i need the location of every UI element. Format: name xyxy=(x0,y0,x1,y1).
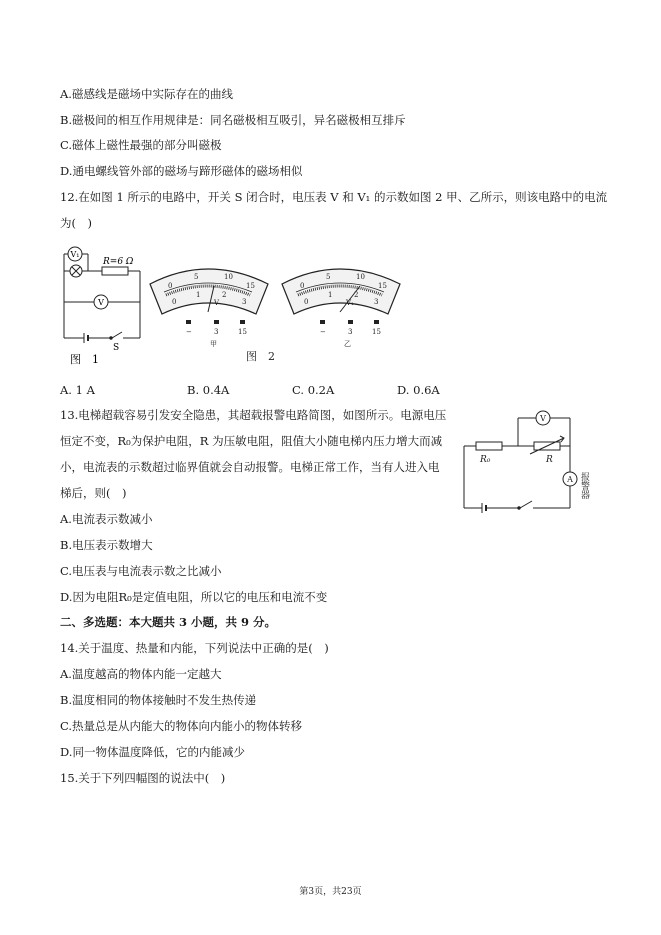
svg-text:V₁: V₁ xyxy=(346,299,354,307)
q13-alarm-circuit xyxy=(460,402,606,514)
q13-option-d: D.因为电阻R₀是定值电阻，所以它的电压和电流不变 xyxy=(60,590,328,604)
q12-figure2-meters xyxy=(148,262,408,362)
svg-text:0: 0 xyxy=(168,282,173,290)
q12-option-b: B. 0.4A xyxy=(187,383,230,397)
q13-a-label: A xyxy=(567,475,573,484)
figure1-caption: 图 1 xyxy=(70,353,99,366)
svg-text:0: 0 xyxy=(304,298,309,306)
q13-alarm-label: 报警器 xyxy=(579,472,589,499)
svg-text:3: 3 xyxy=(242,298,247,306)
q13-v-label: V xyxy=(540,414,546,423)
svg-text:2: 2 xyxy=(354,291,359,299)
v-meter-label: V xyxy=(98,298,104,307)
svg-text:−: − xyxy=(186,328,192,336)
q14-option-b: B.温度相同的物体接触时不发生热传递 xyxy=(60,693,257,707)
q14-option-a: A.温度越高的物体内能一定越大 xyxy=(60,667,222,681)
q11-option-a: A.磁感线是磁场中实际存在的曲线 xyxy=(60,87,233,101)
q11-option-b: B.磁极间的相互作用规律是：同名磁极相互吸引，异名磁极相互排斥 xyxy=(60,113,406,127)
svg-text:1: 1 xyxy=(196,291,201,299)
svg-text:乙: 乙 xyxy=(344,340,351,348)
svg-text:15: 15 xyxy=(246,282,255,290)
svg-text:5: 5 xyxy=(194,273,199,281)
svg-text:0: 0 xyxy=(172,298,177,306)
q12-stem-line2: 为( ) xyxy=(60,216,92,230)
q11-option-d: D.通电螺线管外部的磁场与蹄形磁体的磁场相似 xyxy=(60,164,303,178)
svg-text:5: 5 xyxy=(326,273,331,281)
svg-text:0: 0 xyxy=(300,282,305,290)
svg-text:V: V xyxy=(214,299,220,307)
svg-text:3: 3 xyxy=(374,298,379,306)
resistor-label: R=6 Ω xyxy=(103,257,134,267)
q12-option-a: A. 1 A xyxy=(60,383,95,397)
q13-stem-line3: 小，电流表的示数超过临界值就会自动报警。电梯正常工作，当有人进入电 xyxy=(60,460,440,474)
q15-stem: 15.关于下列四幅图的说法中( ) xyxy=(60,771,226,785)
q12-figure1-circuit xyxy=(60,238,150,368)
q13-option-c: C.电压表与电流表示数之比减小 xyxy=(60,564,222,578)
section-heading-multiple-choice: 二、多选题：本大题共 3 小题，共 9 分。 xyxy=(60,615,277,629)
page-footer: 第3页，共23页 xyxy=(299,887,362,897)
svg-text:15: 15 xyxy=(372,328,381,336)
q13-r-label: R xyxy=(546,455,553,465)
svg-text:15: 15 xyxy=(378,282,387,290)
svg-text:15: 15 xyxy=(238,328,247,336)
q14-stem: 14.关于温度、热量和内能，下列说法中正确的是( ) xyxy=(60,641,329,655)
svg-text:10: 10 xyxy=(356,273,365,281)
q12-option-d: D. 0.6A xyxy=(397,383,440,397)
figure2-caption: 图 2 xyxy=(246,350,275,362)
q12-stem-line1: 12.在如图 1 所示的电路中，开关 S 闭合时，电压表 V 和 V₁ 的示数如图 2 甲、乙所示，则该电路中的电流 xyxy=(60,190,608,204)
svg-text:−: − xyxy=(320,328,326,336)
svg-text:3: 3 xyxy=(348,328,353,336)
meter-yi xyxy=(282,269,400,348)
q12-option-c: C. 0.2A xyxy=(292,383,335,397)
q13-stem-line1: 13.电梯超载容易引发安全隐患，其超载报警电路简图，如图所示。电源电压 xyxy=(60,408,447,422)
svg-text:2: 2 xyxy=(222,291,227,299)
q14-option-c: C.热量总是从内能大的物体向内能小的物体转移 xyxy=(60,719,303,733)
switch-label: S xyxy=(113,343,120,353)
q11-option-c: C.磁体上磁性最强的部分叫磁极 xyxy=(60,138,222,152)
q13-stem-line2: 恒定不变，R₀为保护电阻，R 为压敏电阻，阻值大小随电梯内压力增大而减 xyxy=(60,434,443,448)
svg-text:甲: 甲 xyxy=(210,340,217,348)
meter-jia xyxy=(150,269,268,348)
svg-text:3: 3 xyxy=(214,328,219,336)
svg-text:1: 1 xyxy=(328,291,333,299)
q13-option-a: A.电流表示数减小 xyxy=(60,512,153,526)
q13-option-b: B.电压表示数增大 xyxy=(60,538,153,552)
q13-stem-line4: 梯后，则( ) xyxy=(60,486,127,500)
q13-r0-label: R₀ xyxy=(480,455,491,465)
svg-text:10: 10 xyxy=(224,273,233,281)
v1-meter-label: V₁ xyxy=(70,250,80,259)
q14-option-d: D.同一物体温度降低，它的内能减少 xyxy=(60,745,245,759)
